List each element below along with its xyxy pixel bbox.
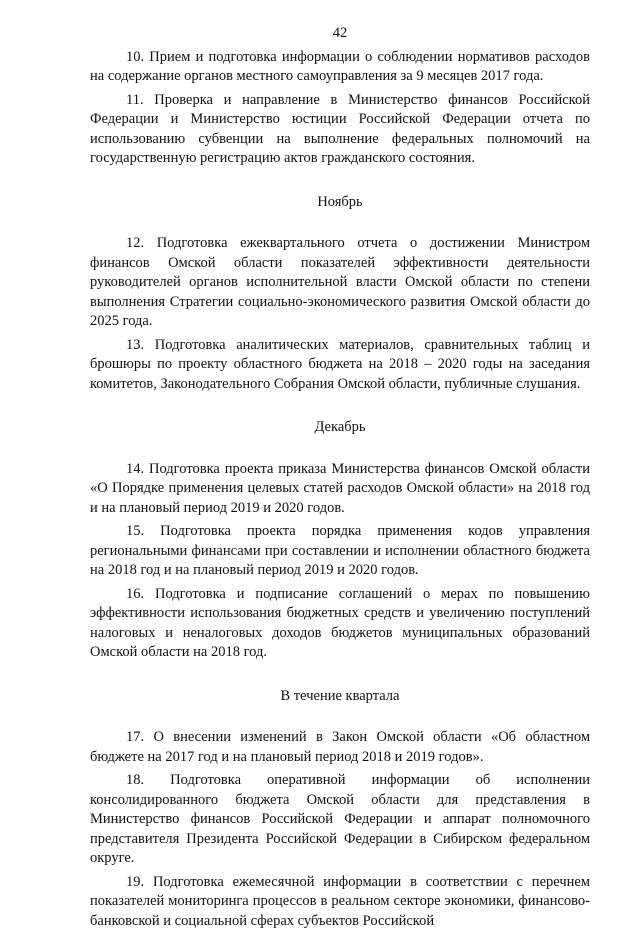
paragraph-19: 19. Подготовка ежемесячной информации в соответствии с перечнем показателей мониторинга процессов в реальном секторе экономики, финансово-банковской и социальной сферах субъектов Российской [90,873,590,929]
paragraph-10: 10. Прием и подготовка информации о соблюдении нормативов расходов на содержание органов местного самоуправления за 9 месяцев 2017 года. [90,48,590,84]
heading-quarter: В течение квартала [280,687,400,704]
paragraph-17: 17. О внесении изменений в Закон Омской области «Об областном бюджете на 2017 год и на плановый период 2018 и 2019 годов». [90,729,590,765]
paragraph-13: 13. Подготовка аналитических материалов, сравнительных таблиц и брошюры по проекту областного бюджета на 2018 – 2020 годы на заседания комитетов, Законодательного Собрания Омской области, публичные слушания. [90,336,590,392]
paragraph-15: 15. Подготовка проекта порядка применения кодов управления региональными финансами при составлении и исполнении областного бюджета на 2018 год и на плановый период 2019 и 2020 годов. [90,523,590,578]
paragraph-11: 11. Проверка и направление в Министерство финансов Российской Федерации и Министерство юстиции Российской Федерации отчета по использованию субвенции на выполнение федеральных полномочий на государственную регистрацию актов гражданского состояния. [90,91,590,166]
paragraph-18: 18. Подготовка оперативной информации об исполнении консолидированного бюджета Омской области для представления в Министерство финансов Российской Федерации и аппарат полномочного представителя Президента Российской Федерации в Сибирском федеральном округе. [90,772,590,866]
page-number: 42 [332,25,348,41]
paragraph-12: 12. Подготовка ежеквартального отчета о достижении Министром финансов Омской области показателей эффективности деятельности руководителей органов исполнительной власти Омской области по степени выполнения Стратегии социально-экономического развития Омской области до 2025 года. [90,235,590,329]
document-page [90,24,590,935]
paragraph-14: 14. Подготовка проекта приказа Министерства финансов Омской области «О Порядке применения целевых статей расходов Омской области» на 2018 год и на плановый период 2019 и 2020 годов. [90,460,590,516]
heading-november: Ноябрь [317,193,363,210]
paragraph-16: 16. Подготовка и подписание соглашений о мерах по повышению эффективности использования бюджетных средств и увеличению поступлений налоговых и неналоговых доходов бюджетов муниципальных образований Омской области на 2018 год. [90,585,590,660]
heading-december: Декабрь [314,419,366,435]
